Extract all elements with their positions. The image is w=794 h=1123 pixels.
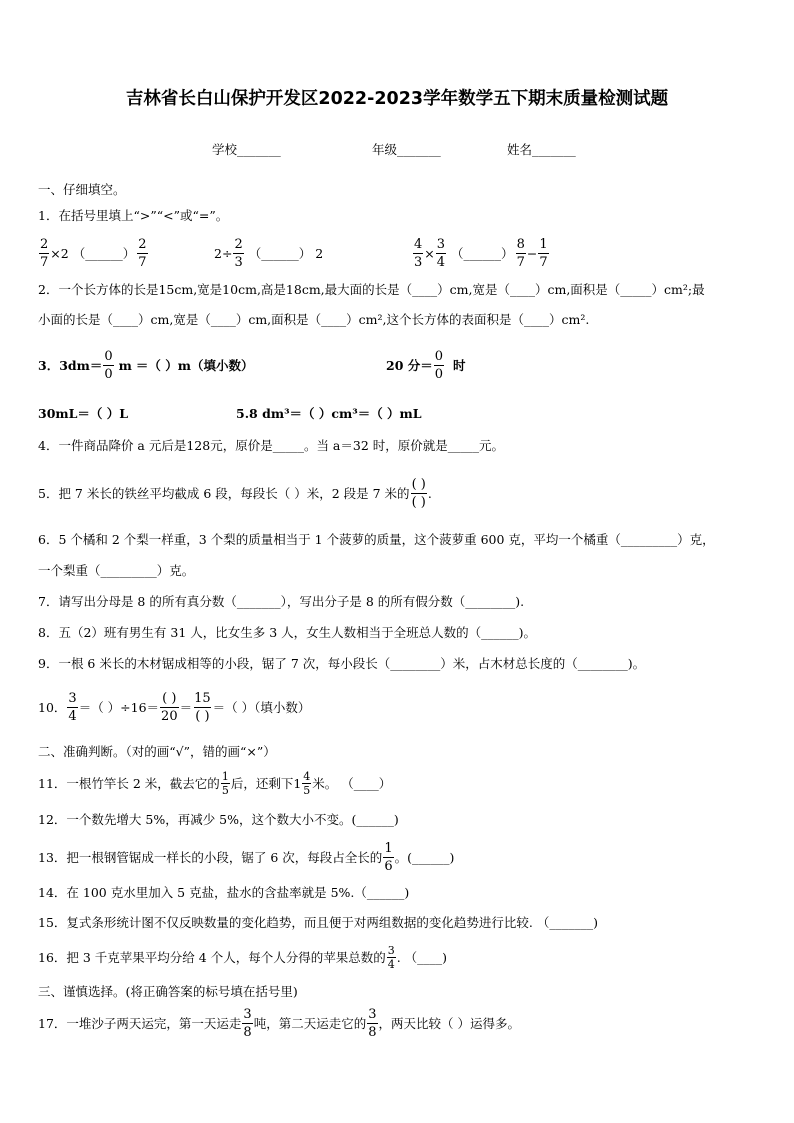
question-5-text: 5．把 7 米长的铁丝平均截成 6 段，每段长（ ）米，2 段是 7 米的 $\frac{( )}{( )}$ . [38,477,432,510]
question-16-text: 16．把 3 千克苹果平均分给 4 个人，每个人分得的苹果总数的 $\frac{3}{4}$ . （____) [38,944,448,971]
fraction: $\frac{4}{3}$ [414,237,423,270]
fraction: $\frac{1}{5}$ [221,770,229,797]
name-field: 姓名_______ [507,142,576,157]
fraction: $\frac{2}{3}$ [234,237,243,270]
fraction: $\frac{8}{7}$ [516,237,525,270]
question-3-part-a: 3．3dm＝ $\frac{0}{0}$ m ＝（ ）m（填小数） [38,349,254,382]
fraction: $\frac{3}{8}$ [368,1007,377,1040]
question-2-line-2: 小面的长是（____）cm,宽是（____）cm,面积是（____）cm²,这个长方体的表面积是（____）cm². [38,312,590,327]
question-7-text: 7．请写出分母是 8 的所有真分数（_______），写出分子是 8 的所有假分数（________). [38,594,525,609]
fraction: $\frac{15}{( )}$ [194,691,211,724]
fraction: $\frac{1}{7}$ [539,237,548,270]
question-1-compare-b: 2÷ $\frac{2}{3}$ （______） 2 [214,237,324,270]
question-10-text: 10． $\frac{3}{4}$ ＝（ ）÷16＝ $\frac{( )}{20}$ ＝ $\frac{15}{( )}$ ＝（ ）（填小数） [38,691,311,724]
question-1-compare-c: $\frac{4}{3}$ × $\frac{3}{4}$ （______） $\frac{8}{7}$ − $\frac{1}{7}$ [414,237,548,270]
fraction: $\frac{3}{8}$ [243,1007,252,1040]
fraction: $\frac{3}{4}$ [436,237,446,270]
question-9-text: 9．一根 6 米长的木材锯成相等的小段，锯了 7 次，每小段长（________）米，占木材总长度的（________)。 [38,656,646,671]
question-11-text: 11．一根竹竿长 2 米，截去它的 $\frac{1}{5}$ 后，还剩下1 $\frac{4}{5}$ 米。 （____） [38,770,392,797]
question-17-text: 17．一堆沙子两天运完，第一天运走 $\frac{3}{8}$ 吨，第二天运走它的 $\frac{3}{8}$ ，两天比较（ ）运得多。 [38,1007,520,1040]
question-3-part-d: 5.8 dm³＝（ ）cm³＝（ ）mL [236,406,422,421]
fraction: $\frac{0}{0}$ [104,349,113,382]
section-1-heading: 一、仔细填空。 [38,182,126,197]
question-3-part-b: 20 分＝ $\frac{0}{0}$ 时 [386,349,466,382]
fraction: $\frac{3}{4}$ [387,944,395,971]
school-field: 学校_______ [212,142,281,157]
question-15-text: 15．复式条形统计图不仅反映数量的变化趋势，而且便于对两组数据的变化趋势进行比较. （_______) [38,915,598,930]
question-2-line-1: 2．一个长方体的长是15cm,宽是10cm,高是18cm,最大面的长是（____）cm,宽是（____）cm,面积是（_____）cm²;最 [38,282,705,297]
answer-blank[interactable]: （______） [248,245,312,261]
fraction: $\frac{( )}{20}$ [161,691,178,724]
question-1-compare-a: $\frac{2}{7}$ ×2 （______） $\frac{2}{7}$ [40,237,147,270]
fraction: $\frac{1}{6}$ [384,841,393,874]
fraction: $\frac{( )}{( )}$ [411,477,426,510]
question-14-text: 14．在 100 克水里加入 5 克盐，盐水的含盐率就是 5%.（______) [38,885,410,900]
fraction: $\frac{3}{4}$ [68,691,77,724]
fraction: $\frac{0}{0}$ [434,349,444,382]
question-12-text: 12．一个数先增大 5%，再减少 5%，这个数大小不变。(______) [38,812,399,827]
question-6-line-2: 一个梨重（_________）克。 [38,563,195,578]
grade-field: 年级_______ [372,142,441,157]
fraction: $\frac{4}{5}$ [303,770,311,797]
question-13-text: 13．把一根钢管锯成一样长的小段，锯了 6 次，每段占全长的 $\frac{1}{6}$ 。(______) [38,841,455,874]
question-1-text: 1．在括号里填上“>”“<”或“=”。 [38,208,229,223]
question-4-text: 4．一件商品降价 a 元后是128元，原价是_____。当 a＝32 时，原价就是_____元。 [38,438,505,453]
page-title: 吉林省长白山保护开发区2022-2023学年数学五下期末质量检测试题 [125,89,669,109]
section-2-heading: 二、准确判断。（对的画“√”，错的画“×”） [38,744,276,759]
fraction: $\frac{2}{7}$ [40,237,49,270]
question-6-line-1: 6．5 个橘和 2 个梨一样重，3 个梨的质量相当于 1 个菠萝的质量，这个菠萝重 600 克，平均一个橘重（_________）克， [38,532,715,547]
answer-blank[interactable]: （______） [451,245,514,261]
section-3-heading: 三、谨慎选择。(将正确答案的标号填在括号里) [38,984,298,999]
fraction: $\frac{2}{7}$ [138,237,147,270]
question-8-text: 8．五（2）班有男生有 31 人，比女生多 3 人，女生人数相当于全班总人数的（______)。 [38,625,537,640]
question-3-part-c: 30mL＝（ ）L [38,406,129,421]
answer-blank[interactable]: （______） [72,245,136,261]
